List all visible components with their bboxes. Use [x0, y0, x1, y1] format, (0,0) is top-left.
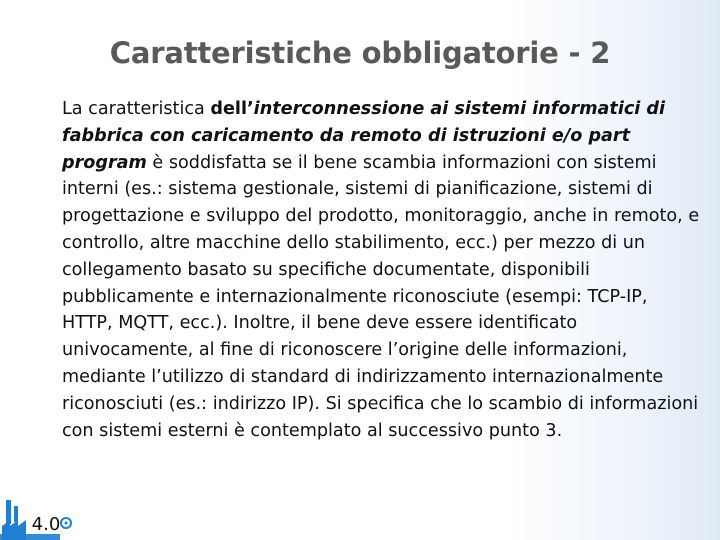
body-paragraph [62, 96, 702, 444]
paragraph-emphasis: interconnessione ai sistemi informatici di fabbrica con caricamento da remoto di istruzioni e/o part program [62, 99, 666, 173]
paragraph-rest: è soddisfatta se il bene scambia informazioni con sistemi interni (es.: sistema gestionale, sistemi di pianificazione, sistemi di progettazione e sviluppo del prodotto, monitoraggio, anche in remoto, e controllo, altre macchine dello stabilimento, ecc.) per mezzo di un collegamento basato su specifiche documentate, disponibili pubblicamente e internazionalmente riconosciute (esempi: TCP-IP, HTTP, MQTT, ecc.). Inoltre, il bene deve essere identificato univocamente, al fine di riconoscere l’origine delle informazioni, mediante l’utilizzo di standard di indirizzamento internazionalmente riconosciuti (es.: indirizzo IP). Si specifica che lo scambio di informazioni con sistemi esterni è contemplato al successivo punto 3. [62, 152, 700, 441]
industry-4-0-logo-icon [0, 492, 80, 540]
logo-text: 4.0 [31, 514, 61, 535]
paragraph-intro: La caratteristica [62, 99, 211, 119]
paragraph-emphasis-prefix: dell’ [210, 99, 254, 119]
slide-title: Caratteristiche obbligatorie - 2 [109, 36, 611, 70]
